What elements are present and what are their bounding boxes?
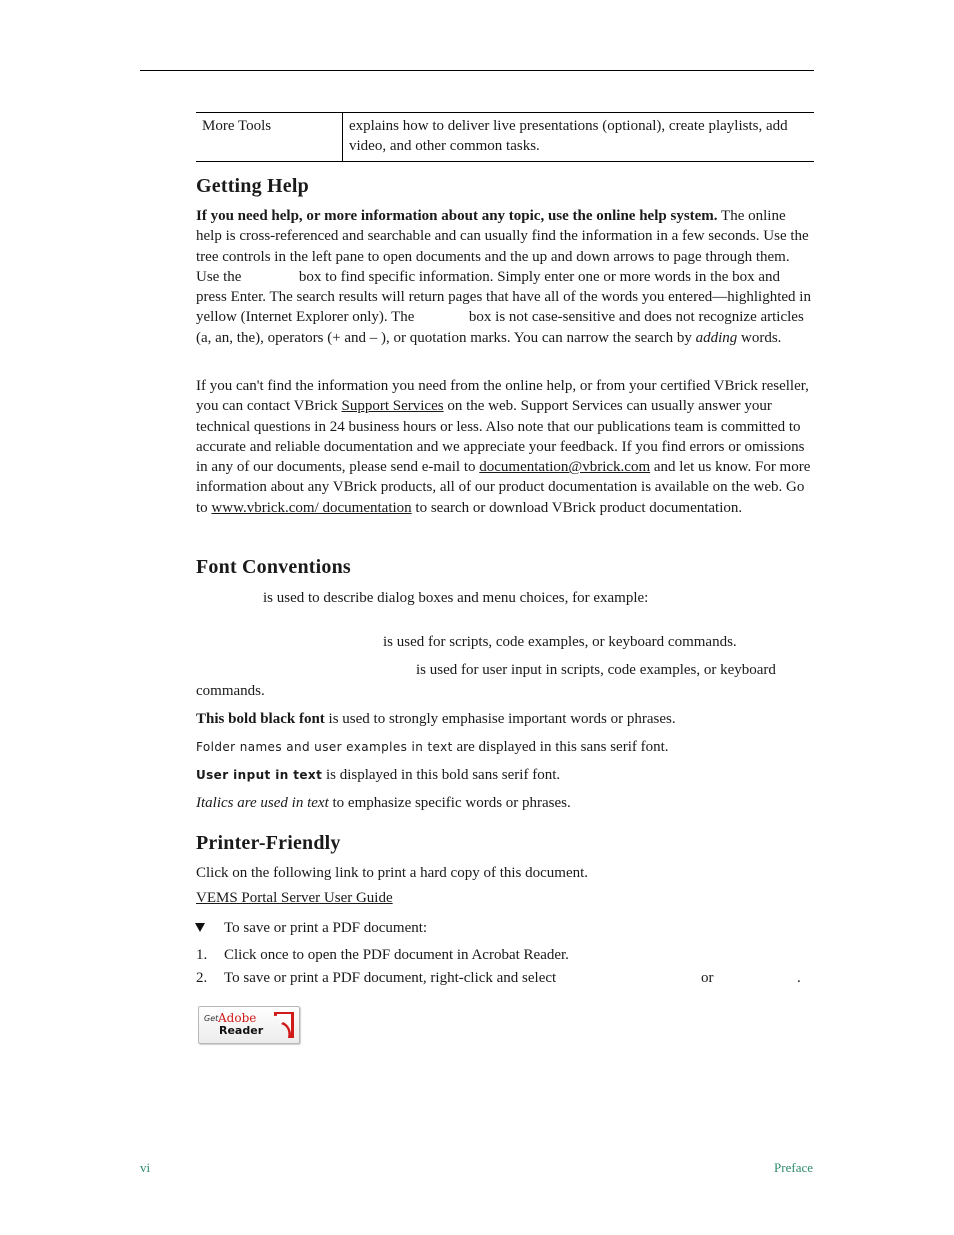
body-text: box to find specific information. Simply enter one or more words in the box and press Enter. The search results will return pages that have all of the words you entered—highlighted in yellow (Internet Explorer only). The: [196, 268, 811, 326]
step-2-period: .: [797, 970, 801, 986]
documentation-email-link[interactable]: documentation@vbrick.com: [479, 459, 651, 476]
italic-text: adding: [695, 329, 738, 346]
convention-sans-line: [196, 737, 669, 757]
footer-section-name: Preface: [774, 1160, 813, 1175]
getting-help-paragraph-1: [196, 206, 814, 348]
body-text: The online help is cross-referenced and searchable and can usually find the information in a few seconds. Use the tree controls in the left pane to open documents and the up and down arrows to page through them. Use the: [196, 208, 809, 285]
step-2-text: To save or print a PDF document, right-click and select: [224, 970, 557, 986]
body-text: are displayed in this sans serif font.: [452, 739, 669, 755]
task-heading: To save or print a PDF document:: [224, 920, 428, 936]
printer-intro: Click on the following link to print a hard copy of this document.: [196, 865, 589, 881]
italic-example: Italics are used in text: [196, 795, 329, 811]
emphasis-text: If you need help, or more information about any topic, use the online help system.: [196, 208, 718, 224]
footer-page-number: vi: [140, 1160, 151, 1175]
badge-get-text: Get: [204, 1014, 219, 1023]
body-text: on the web. Support Services can usually answer your technical questions in 24 business hours or less. Also note that our publications team is committed to accurate and reliable documentation and we appreciate your feedback. If you find errors or omissions in any of our documents, please send e-mail to: [196, 398, 805, 476]
body-text: words.: [737, 329, 782, 346]
table-cell-desc: explains how to deliver live presentations (optional), create playlists, add video, and other common tasks.: [343, 113, 815, 162]
convention-code-input-text: is used for user input in scripts, code examples, or keyboard: [416, 662, 776, 678]
section-title-getting-help: Getting Help: [196, 175, 309, 197]
step-2-or: or: [701, 970, 714, 986]
section-title-font-conventions: Font Conventions: [196, 556, 351, 578]
getting-help-paragraph-2: [196, 376, 814, 518]
convention-code-text: is used for scripts, code examples, or keyboard commands.: [383, 634, 737, 650]
convention-italic-line: [196, 793, 571, 813]
table-row: [196, 113, 814, 162]
body-text: to emphasize specific words or phrases.: [328, 795, 571, 811]
table-cell-name: More Tools: [196, 113, 343, 162]
body-text: is displayed in this bold sans serif font.: [322, 767, 561, 783]
adobe-reader-icon: [271, 1009, 297, 1041]
user-guide-pdf-link[interactable]: VEMS Portal Server User Guide: [196, 890, 393, 906]
user-guide-link-line: [196, 888, 393, 908]
support-services-link[interactable]: Support Services: [341, 398, 444, 415]
body-text: and let us know. For more information about any VBrick products, all of our product documentation is available on the web. Go to: [196, 459, 811, 516]
section-title-printer-friendly: Printer-Friendly: [196, 832, 341, 854]
get-adobe-reader-button[interactable]: [198, 1006, 300, 1044]
convention-sans-bold-line: [196, 765, 560, 785]
sans-example: Folder names and user examples in text: [196, 740, 453, 754]
step-1-number: 1.: [196, 947, 208, 963]
convention-bold-line: [196, 709, 676, 729]
header-rule: [140, 70, 814, 71]
badge-adobe-text: Adobe: [218, 1011, 257, 1025]
badge-reader-text: Reader: [219, 1024, 264, 1037]
step-1-text: Click once to open the PDF document in Acrobat Reader.: [224, 947, 569, 963]
body-text: is used to strongly emphasise important words or phrases.: [324, 711, 676, 727]
triangle-down-icon: [195, 923, 206, 933]
step-2-number: 2.: [196, 970, 208, 986]
bold-example: This bold black font: [196, 711, 325, 727]
tools-table: [196, 112, 814, 162]
vbrick-documentation-link[interactable]: www.vbrick.com/ documentation: [211, 499, 412, 516]
sans-bold-example: User input in text: [196, 768, 323, 782]
convention-code-input-text-cont: commands.: [196, 683, 265, 699]
body-text: to search or download VBrick product documentation.: [411, 499, 743, 516]
convention-dialog-text: is used to describe dialog boxes and menu choices, for example:: [263, 590, 649, 606]
body-text: If you can't find the information you need from the online help, or from your certified VBrick reseller, you can contact VBrick: [196, 378, 809, 415]
body-text: box is not case-sensitive and does not recognize articles (a, an, the), operators (+ and – ), or quotation marks. You can narrow the search by: [196, 309, 804, 346]
